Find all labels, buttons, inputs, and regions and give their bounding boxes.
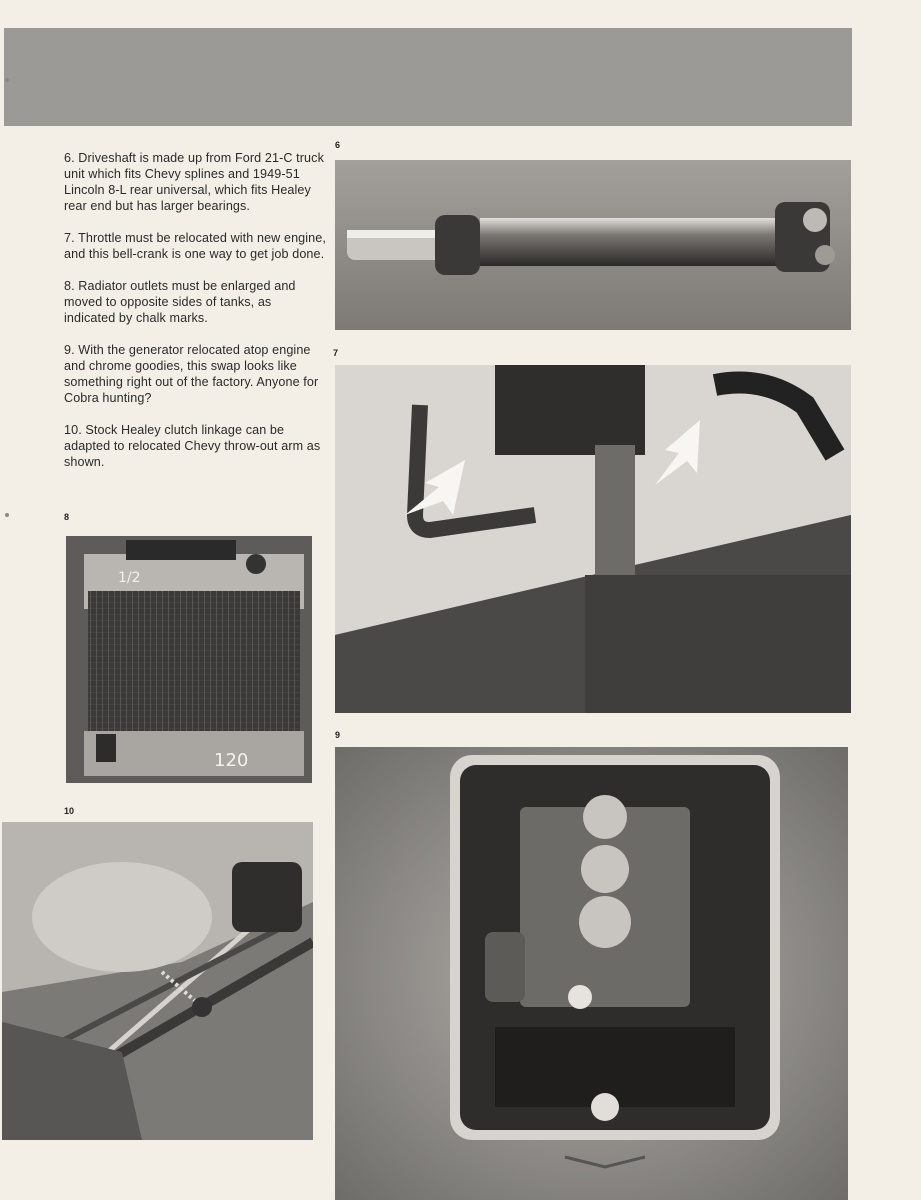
caption-6: 6. Driveshaft is made up from Ford 21-C truck unit which fits Chevy splines and 1949-51 Lincoln 8-L rear universal, which fits Healey rear end but has larger bearings. xyxy=(64,151,324,213)
caption-10: 10. Stock Healey clutch linkage can be adapted to relocated Chevy throw-out arm as shown. xyxy=(64,423,321,469)
binder-hole xyxy=(5,513,9,517)
caption-7: 7. Throttle must be relocated with new engine, and this bell-crank is one way to get job done. xyxy=(64,231,326,261)
header-band xyxy=(4,28,852,126)
caption-8: 8. Radiator outlets must be enlarged and moved to opposite sides of tanks, as indicated by chalk marks. xyxy=(64,279,296,325)
figure-number-7: 7 xyxy=(333,348,339,358)
photo-driveshaft xyxy=(335,160,851,330)
figure-number-6: 6 xyxy=(335,140,341,150)
chalk-mark-right: 120 xyxy=(214,750,249,771)
photo-radiator xyxy=(66,536,312,783)
chalk-mark-left: 1/2 xyxy=(118,570,141,586)
photo-engine-bay xyxy=(335,747,848,1200)
figure-number-9: 9 xyxy=(335,730,341,740)
figure-number-8: 8 xyxy=(64,512,70,522)
captions-column xyxy=(64,150,326,486)
photo-clutch-linkage xyxy=(2,822,313,1140)
figure-number-10: 10 xyxy=(64,806,75,816)
photo-throttle-bellcrank xyxy=(335,365,851,713)
caption-9: 9. With the generator relocated atop engine and chrome goodies, this swap looks like something right out of the factory. Anyone for Cobra hunting? xyxy=(64,343,319,405)
binder-hole xyxy=(5,78,9,82)
